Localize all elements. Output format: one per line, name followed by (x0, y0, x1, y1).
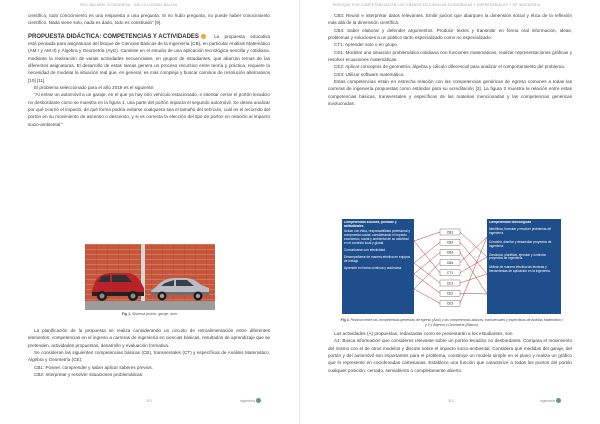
pavement (85, 301, 215, 310)
left-text-column-lower (28, 327, 270, 378)
figure-1-caption (85, 312, 215, 316)
figure-2-caption (340, 318, 564, 327)
silver-sedan-image (149, 274, 211, 301)
intro-paragraph: científico, todo conocimiento es una respuesta a una pregunta. Si no hubo pregunta, no puede haber conocimiento científico. Nada viene solo, nada es dado, todo es construido” [9]. (28, 13, 270, 26)
diagram-left-title: Competencias sociales, políticas y actitudinales (344, 221, 397, 228)
diagram-arrow (414, 252, 440, 274)
ce1-item: CE1: Modelar una situación problemática cotidiana con funciones matemáticas, realizar representaciones gráficas y resolver ecuaciones matemáticas. (328, 49, 572, 63)
competencies-intro: Se consideran las siguientes competencias básicas (CB), transversales (CT) y específicas de Análisis Matemático, Álgebra y Geometría (CE): (28, 350, 270, 363)
running-head-left: REVI BALAREI CLOUDRRISA · INE COLLEGMIC BALIGA (80, 3, 178, 7)
figure-2-label: Fig 2. (340, 318, 350, 322)
right-footer-brand (540, 398, 561, 403)
figure-1-text: Sistema portón, garaje, auto. (132, 312, 179, 316)
diagram-left-item: Aprender en forma continua y autónoma. (344, 265, 402, 270)
brand-logo-icon (556, 398, 561, 403)
diagram-arrow (414, 241, 440, 273)
diagram-right-item: Concebir, diseñar y desarrollar proyectos de ingeniería. (489, 239, 552, 248)
diagram-mid-label: CE3 (446, 301, 454, 306)
cb4-item: CB4: Saber elaborar y defender argumentos. Producir textos y transmitir en forma oral información, ideas, problemas y soluciones a un público tanto especializado como no especializado. (328, 27, 572, 41)
activities-paragraph: Las actividades (A) propuestas, redactadas como se presentarán a los estudiantes, son: (334, 331, 514, 336)
diagram-mid-label: CE1 (446, 281, 454, 286)
diagram-mid-label: CB3 (446, 250, 454, 255)
section-title-text: PROPUESTA DIDÁCTICA: COMPETENCIAS Y ACTIVIDADES (28, 33, 199, 40)
diagram-arrow (414, 232, 440, 241)
diagram-arrow (414, 242, 440, 263)
diagram-left-item: Actuar con ética, responsabilidad profesional y compromiso social, considerando el impacto económico, social y ambiental de su actividad en el contexto local y global. (344, 229, 410, 246)
right-page-number: 313 (448, 399, 454, 403)
cb1-item: CB1: Poseer, comprender y saber aplicar saberes previos. (34, 364, 153, 370)
diagram-arrow (414, 274, 440, 293)
diagram-left-item: Desempeñarse de manera efectiva en equipos de trabajo. (344, 254, 411, 263)
cb2-item: CB2: Interpretar y resolver situaciones problemáticas. (34, 372, 144, 378)
diagram-mid-label: CB4 (446, 260, 454, 265)
ce3-item: CE3: Utilizar software matemático. (334, 71, 405, 77)
diagram-arrow (414, 263, 440, 283)
left-footer-brand-text: ingeniería (240, 398, 255, 403)
section-paragraph: La propuesta educativa está pensada para asignaturas del bloque de Ciencias Básicas de la Ingeniería (CB), en particular Análisis Matemático (AM I y AM II) y Álgebra y Geometría (AyG). Consiste en el estudio de una aplicación tecnológica sencilla y cotidiana, mediante la realización de varias actividades secuenciales, en grupos de estudiantes, que abarcan temas de las diferentes asignaturas. El desarrollo de estas tareas genera un proceso recursivo entre teoría y práctica, requiere la necesidad de modelar la situación real que, en general, es más compleja y buscar caminos de resolución alternativos [10] [11]. (28, 33, 270, 83)
figure-2-text: Relación entre las competencias genéricas de egreso (Azul) y las competencias básicas, transversales y específicas de Análisis Matemático I y II y Álgebra y Geometría (Blanco). (350, 318, 564, 327)
activity-a1: A1: Busca información que consideres relevante sobre un portón levadizo no desbordante. Compara el movimiento del mismo con el de otros modelos y discute sobre el impacto socio-ambiental. Considera qué medidas del garaje, del portón y del automóvil son importantes para el problema, construye un modelo simple en el plano y realiza un gráfico que lo represente en coordenadas cartesianas. Establece una función que caracterice a todos los puntos del portón cualquier posición: cerrado, semiabierto o completamente abierto. (328, 338, 572, 373)
competencies-diagram (342, 219, 561, 314)
diagram-arrow (414, 263, 440, 289)
problem-quote: “Al entrar un automóvil a un garaje, en el que ya hay otro vehículo estacionado, e intentar cerrar el portón levadizo no desbordante como se muestra en la figura 1, una parte del portón impacta el segundo automóvil. Se desea analizar por qué ocurrió el impacto, de qué forma podría evitarse cualquiera sea el tamaño del vehículo, cuál es el recorrido del portón en su movimiento de ascenso o descenso, y si es correcta la elección del tipo de portón en relación al impacto socio-ambiental.” (28, 92, 270, 127)
diagram-arrow (414, 289, 440, 303)
diagram-right-title: Competencias tecnológicas (489, 221, 532, 224)
figure-1-label: Fig 1. (121, 312, 132, 316)
right-footer-brand-text: ingeniería (540, 398, 555, 403)
garage-photo (85, 244, 215, 310)
left-text-column (28, 12, 270, 128)
diagram-mid-label: CB1 (446, 230, 454, 235)
diagram-mid-label: CB2 (446, 240, 454, 245)
diagram-mid-label: CT1 (446, 271, 454, 276)
relation-paragraph: Estas competencias están en estrecha relación con las competencias genéricas de egreso comunes a todas las carreras de ingeniería propuestas como estándar para su acreditación [3]. La figura 2 muestra la relación entre estas competencias básicas, transversales y específicas de las materias mencionadas y las competencias genéricas involucradas. (328, 79, 572, 107)
diagram-right-item: Utilizar de manera efectiva las técnicas y herramientas de aplicación en la ingeniería. (489, 265, 551, 274)
diagram-arrow (460, 274, 487, 283)
running-head-right: ENFOQUE POR COMPETENCIAS EN LOS GRADOS EN CIENCIAS ECONÓMICAS Y EMPRESARIALES Y DE INGENIERÍA (333, 3, 541, 7)
ce2-item: CE2: Aplicar conceptos de geometría, álgebra y cálculo diferencial para analizar el comportamiento del problema. (334, 64, 566, 70)
red-suv-image (88, 268, 146, 302)
diagram-left-item: Comunicarse con efectividad. (344, 247, 386, 252)
diagram-mid-label: CE2 (446, 291, 454, 296)
orange-bullet-icon (201, 34, 206, 39)
diagram-arrow (460, 237, 487, 263)
diagram-arrow (460, 232, 487, 257)
right-text-column-lower (328, 330, 572, 374)
problem-intro: El problema seleccionado para el año 2019 es el siguiente: (34, 85, 155, 91)
right-text-column (328, 12, 572, 107)
cb3-item: CB3: Reunir e interpretar datos relevantes. Emitir juicios que abarquen la dimensión social y ética de la reflexión más allá de la dimensión científica. (328, 13, 572, 26)
left-page-number: 312 (146, 399, 152, 403)
right-page (300, 0, 600, 424)
ct1-item: CT1: Aprender solo o en grupo. (334, 42, 399, 48)
planning-paragraph: La planificación de la propuesta se realiza considerando un circuito de retroalimentación entre diferentes elementos: competencias en el ingreso a carreras de ingeniería en ciencias básicas, resultados de aprendizaje que se pretenden, actividades propuestas, desarrollo y evaluación formativa. (28, 328, 270, 348)
left-footer-brand (240, 398, 261, 403)
diagram-right-item: Gestionar, planificar, ejecutar y controlar proyectos de ingeniería. (489, 252, 546, 261)
brand-logo-icon (256, 398, 261, 403)
diagram-right-item: Identificar, formular y resolver problemas de ingeniería. (489, 226, 552, 235)
